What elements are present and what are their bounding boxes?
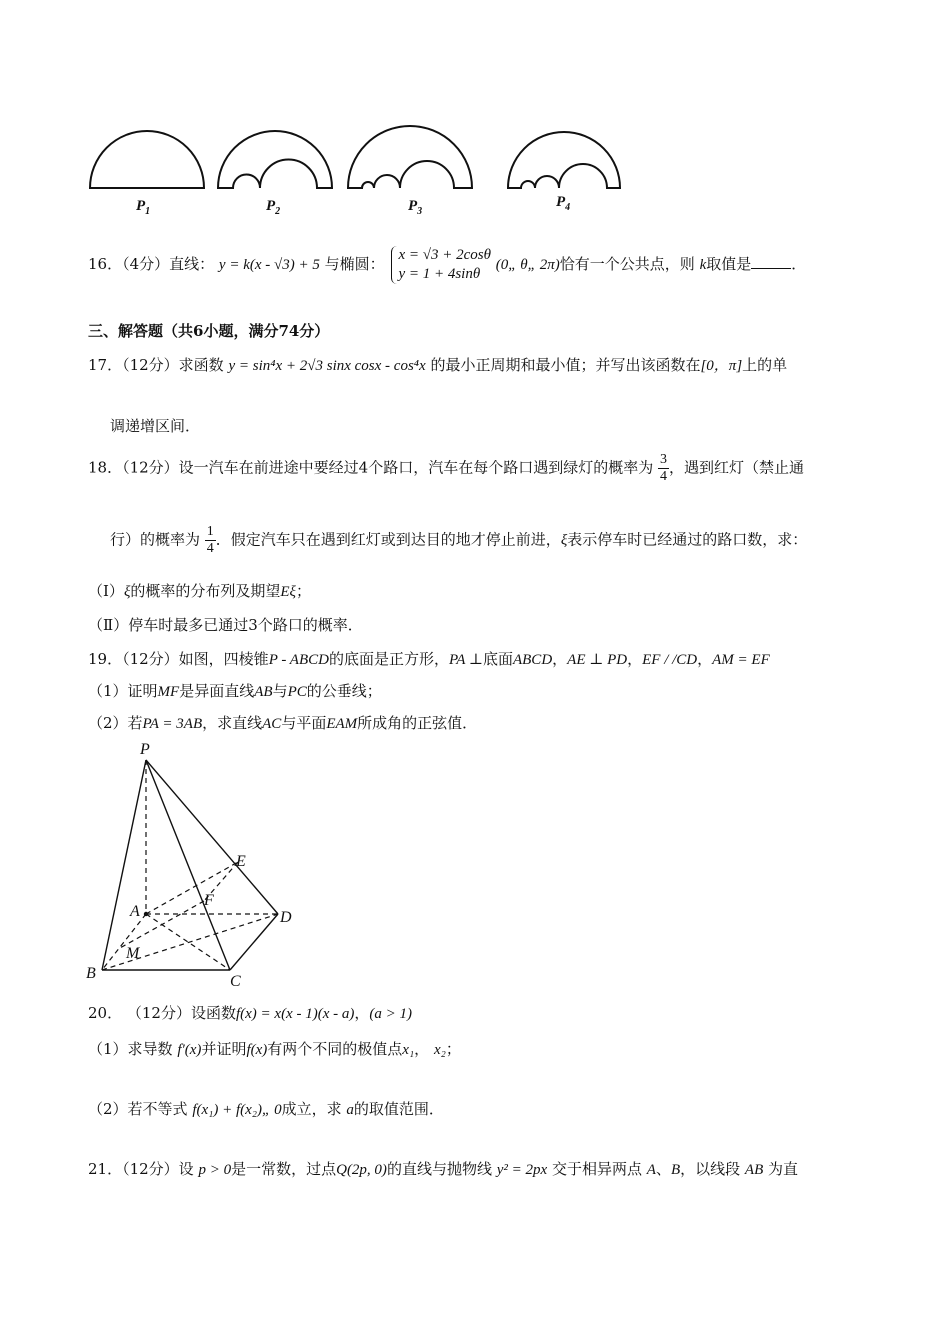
fraction-1-4: $\frac{1}{4}$ (206, 524, 214, 556)
shape-p1 (90, 131, 204, 188)
vertex-a: A (130, 903, 140, 920)
vertex-p: P (140, 741, 150, 758)
question-17-line2: 调递增区间． (110, 417, 201, 435)
question-20-part1: （1）求导数 f′(x)并证明f(x)有两个不同的极值点x₁， x₂； (88, 1040, 461, 1058)
label-p1: $P_1$ (136, 198, 151, 217)
answer-blank (751, 254, 791, 269)
question-17: 17．（12分）求函数 y = sin⁴x + 2√3 sinx cosx - cos⁴x 的最小正周期和最小值；并写出该函数在[0，π]上的单 (88, 356, 788, 374)
question-18-part2: （Ⅱ）停车时最多已通过3个路口的概率． (88, 616, 363, 634)
label-p4: $P_4$ (556, 194, 571, 213)
question-20: 20． （12分）设函数f(x) = x(x - 1)(x - a)，(a > 1) (88, 1004, 412, 1022)
label-p2: $P_2$ (266, 198, 281, 217)
ellipse-system: x = √3 + 2cosθ y = 1 + 4sinθ (391, 246, 491, 284)
question-18: 18．（12分）设一汽车在前进途中要经过4个路口，汽车在每个路口遇到绿灯的概率为 $\frac{3}{4}$ ，遇到红灯（禁止通 (88, 452, 805, 484)
shape-p3 (348, 126, 472, 188)
question-18-line2: 行）的概率为 $\frac{1}{4}$ ．假定汽车只在遇到红灯或到达目的地才停止前进，ξ表示停车时已经通过的路口数，求： (110, 524, 808, 556)
question-16: 16．（4分）直线： y = k(x - √3) + 5 与椭圆： x = √3 + 2cosθ y = 1 + 4sinθ (0„ θ„ 2π)恰有一个公共点，则 k取值是 ． (88, 247, 807, 282)
point-f: F (204, 892, 214, 909)
question-19: 19．（12分）如图，四棱锥P - ABCD的底面是正方形，PA ⊥底面ABCD，AE ⊥ PD，EF / /CD，AM = EF (88, 650, 770, 668)
vertex-e: E (236, 853, 246, 870)
pyramid-figure (80, 738, 310, 988)
vertex-d: D (280, 909, 292, 926)
vertex-b: B (86, 965, 96, 982)
question-21: 21．（12分）设 p > 0是一常数，过点Q(2p, 0)的直线与抛物线 y² = 2px 交于相异两点 A、B，以线段 AB 为直 (88, 1160, 799, 1178)
question-19-part1: （1）证明MF是异面直线AB与PC的公垂线； (88, 682, 382, 700)
shape-p2 (218, 131, 332, 188)
point-m: M (126, 945, 140, 962)
fraction-3-4: $\frac{3}{4}$ (660, 452, 668, 484)
question-18-part1: （Ⅰ）ξ的概率的分布列及期望Eξ； (88, 582, 311, 600)
section-header: 三、解答题（共6小题，满分74分） (88, 322, 330, 340)
label-p3: $P_3$ (408, 198, 423, 217)
question-19-part2: （2）若PA = 3AB，求直线AC与平面EAM所成角的正弦值． (88, 714, 478, 732)
vertex-c: C (230, 973, 241, 988)
shape-p4 (508, 132, 620, 188)
question-20-part2: （2）若不等式 f(x₁) + f(x₂)„ 0成立，求 a的取值范围． (88, 1100, 444, 1118)
